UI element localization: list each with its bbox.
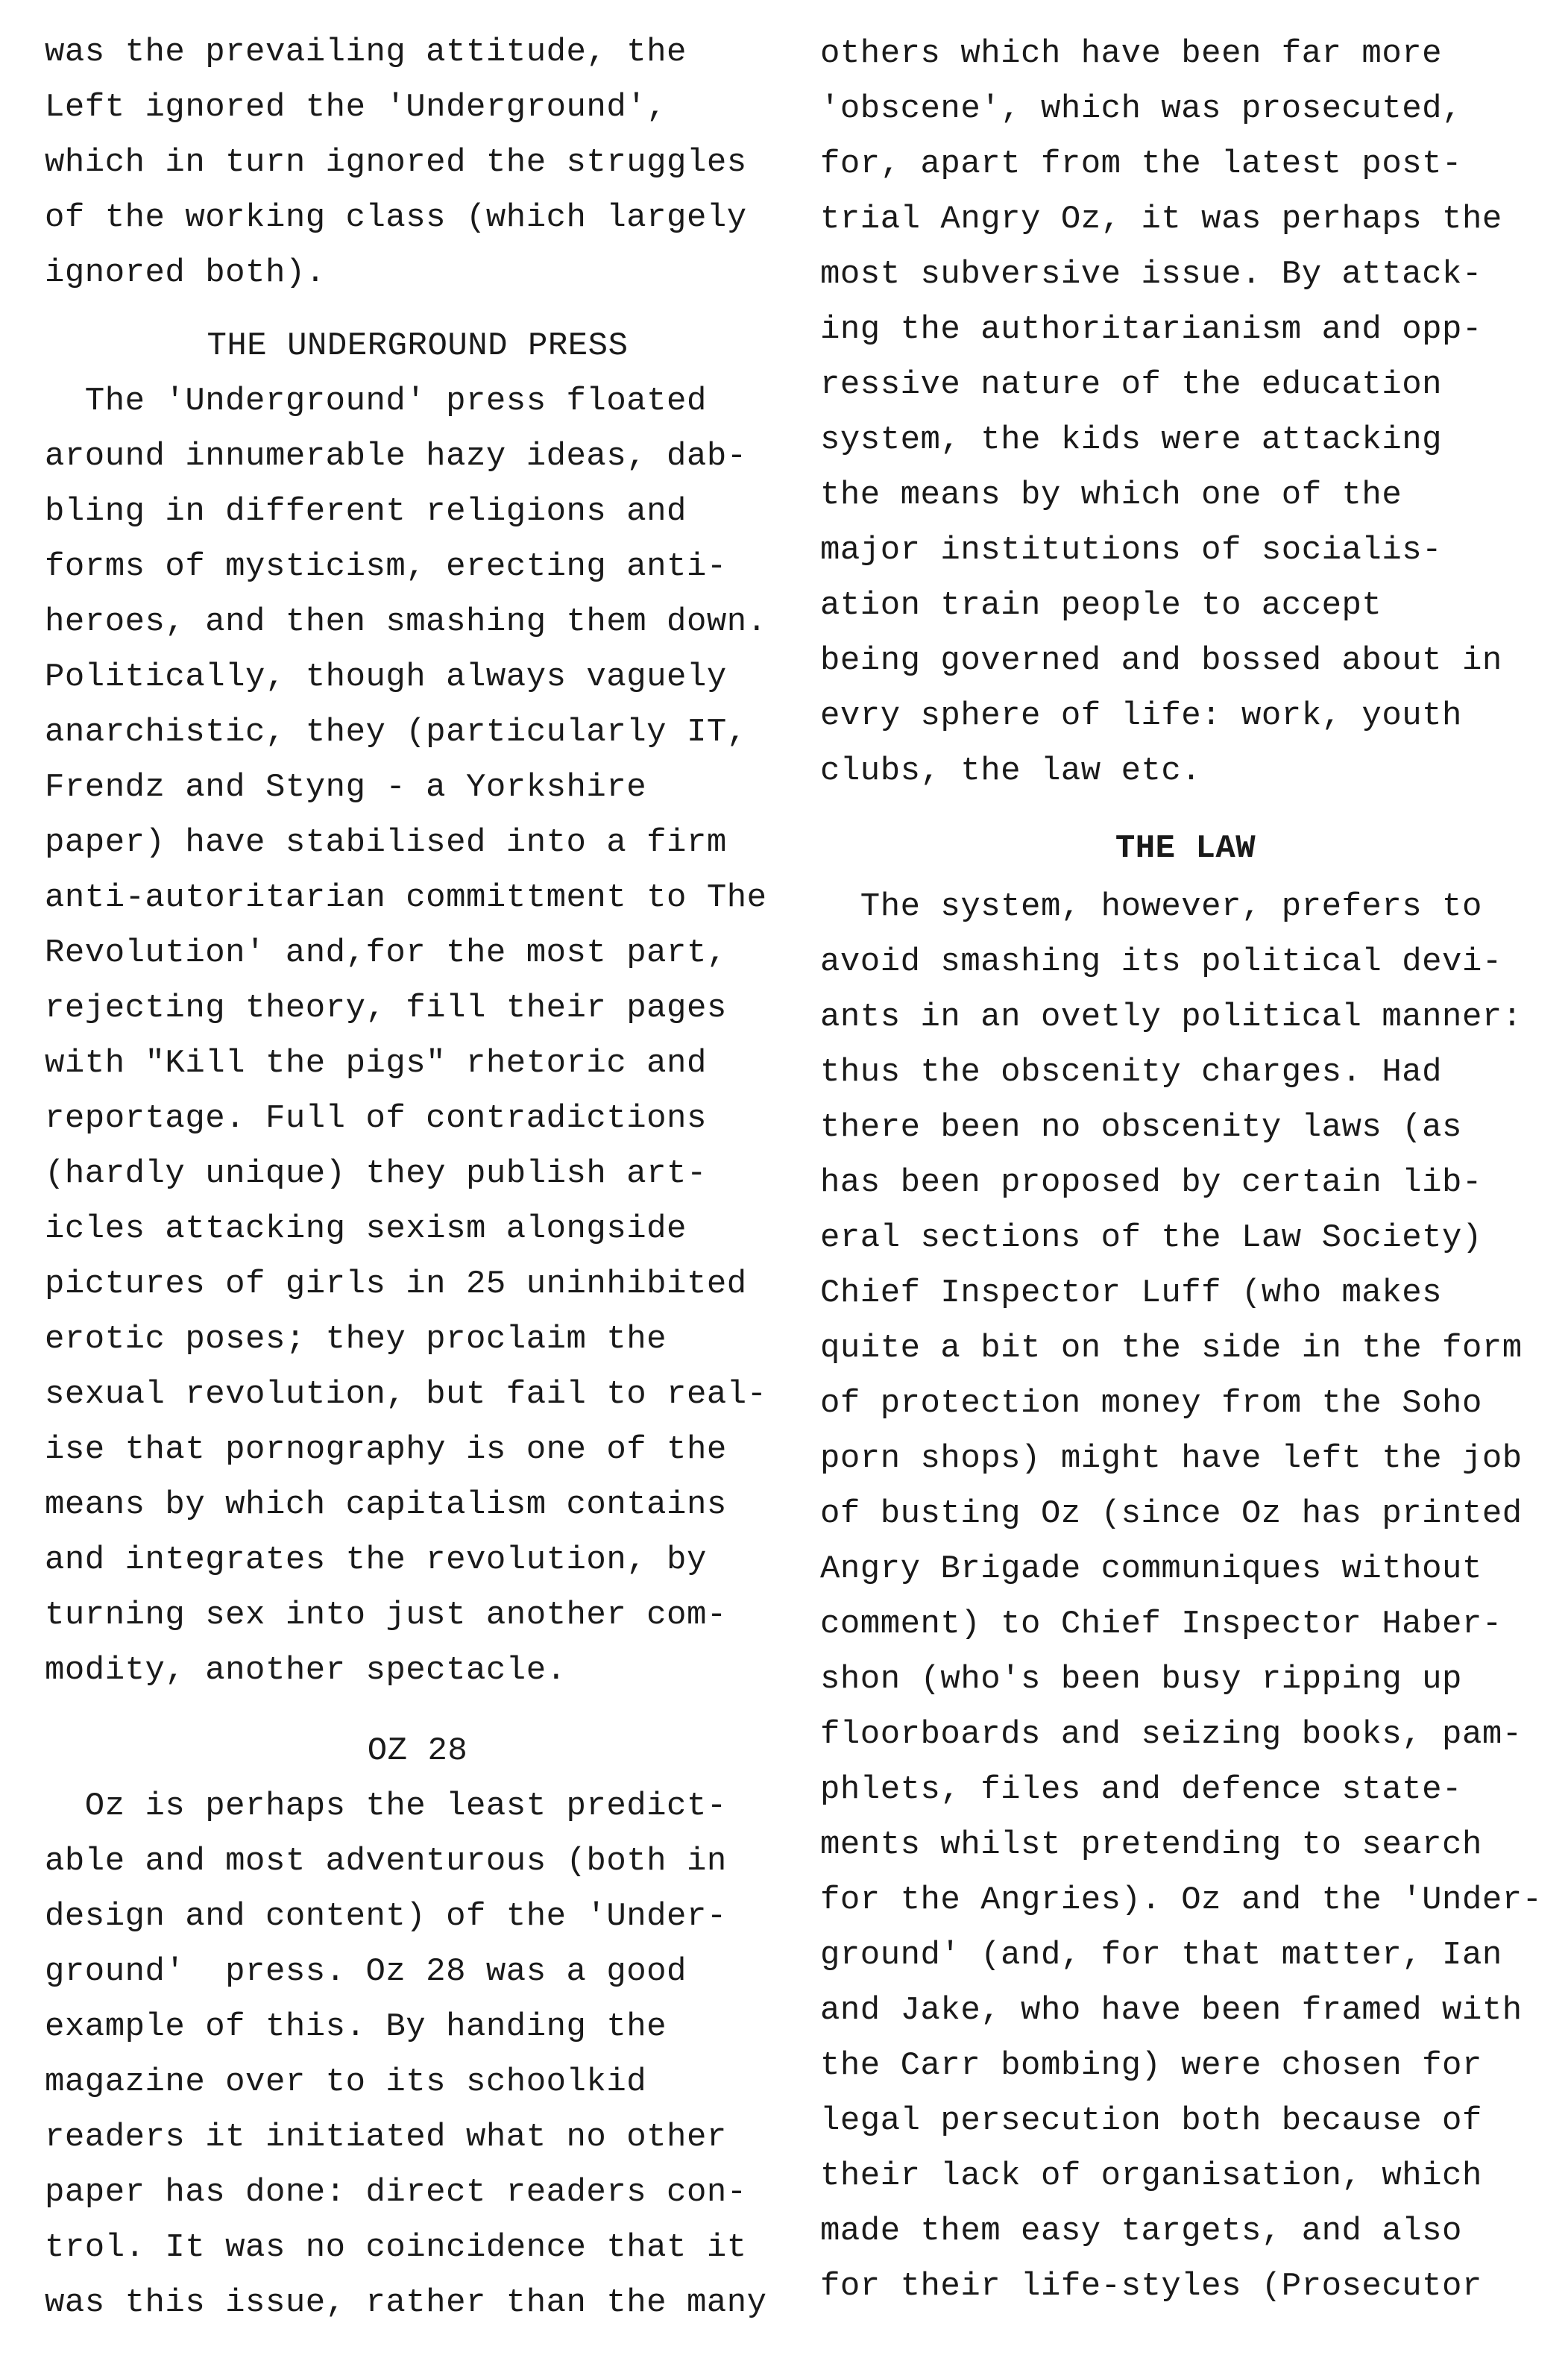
text-line: example of this. By handing the bbox=[45, 2008, 667, 2046]
text-line: of protection money from the Soho bbox=[820, 1385, 1482, 1422]
text-line: Angry Brigade communiques without bbox=[820, 1550, 1482, 1588]
text-line: most subversive issue. By attack- bbox=[820, 256, 1482, 293]
text-line: being governed and bossed about in bbox=[820, 642, 1502, 679]
text-line: ground' press. Oz 28 was a good bbox=[45, 1953, 687, 1990]
text-line: reportage. Full of contradictions bbox=[45, 1100, 707, 1137]
text-line: pictures of girls in 25 uninhibited bbox=[45, 1265, 747, 1303]
text-line: Politically, though always vaguely bbox=[45, 658, 727, 696]
text-line: anarchistic, they (particularly IT, bbox=[45, 714, 747, 751]
text-line: system, the kids were attacking bbox=[820, 421, 1443, 459]
text-line: shon (who's been busy ripping up bbox=[820, 1661, 1462, 1698]
text-line: bling in different religions and bbox=[45, 493, 687, 530]
text-line: for, apart from the latest post- bbox=[820, 145, 1462, 183]
text-line: forms of mysticism, erecting anti- bbox=[45, 548, 727, 585]
text-line: ation train people to accept bbox=[820, 587, 1382, 624]
text-line: for their life-styles (Prosecutor bbox=[820, 2268, 1482, 2305]
text-line: anti-autoritarian committment to The bbox=[45, 879, 767, 916]
text-line: (hardly unique) they publish art- bbox=[45, 1155, 707, 1192]
text-line: magazine over to its schoolkid bbox=[45, 2063, 647, 2101]
text-line: Left ignored the 'Underground', bbox=[45, 89, 667, 126]
text-line: their lack of organisation, which bbox=[820, 2157, 1482, 2195]
right-column bbox=[820, 0, 1551, 2355]
text-line: phlets, files and defence state- bbox=[820, 1771, 1462, 1808]
text-line: paper) have stabilised into a firm bbox=[45, 824, 727, 861]
text-line: trial Angry Oz, it was perhaps the bbox=[820, 201, 1502, 238]
text-line: of the working class (which largely bbox=[45, 199, 747, 236]
text-line: has been proposed by certain lib- bbox=[820, 1164, 1482, 1201]
text-line: ignored both). bbox=[45, 254, 326, 292]
text-line: design and content) of the 'Under- bbox=[45, 1898, 727, 1935]
text-line: evry sphere of life: work, youth bbox=[820, 697, 1462, 735]
section-heading-oz-28: OZ 28 bbox=[367, 1732, 468, 1770]
text-line: around innumerable hazy ideas, dab- bbox=[45, 438, 747, 475]
text-line: others which have been far more bbox=[820, 35, 1443, 72]
text-line: icles attacking sexism alongside bbox=[45, 1210, 687, 1248]
text-line: eral sections of the Law Society) bbox=[820, 1219, 1482, 1257]
text-line: major institutions of socialis- bbox=[820, 532, 1443, 569]
text-line: modity, another spectacle. bbox=[45, 1652, 567, 1689]
text-line: ing the authoritarianism and opp- bbox=[820, 311, 1482, 348]
text-line: Chief Inspector Luff (who makes bbox=[820, 1274, 1443, 1312]
text-line: clubs, the law etc. bbox=[820, 752, 1202, 790]
text-line: ments whilst pretending to search bbox=[820, 1826, 1482, 1864]
text-line: Revolution' and,for the most part, bbox=[45, 934, 727, 972]
text-line: made them easy targets, and also bbox=[820, 2213, 1462, 2250]
text-line: rejecting theory, fill their pages bbox=[45, 990, 727, 1027]
text-line: there been no obscenity laws (as bbox=[820, 1109, 1462, 1146]
text-line: The 'Underground' press floated bbox=[45, 383, 707, 420]
text-line: means by which capitalism contains bbox=[45, 1486, 727, 1524]
text-line: ants in an ovetly political manner: bbox=[820, 999, 1523, 1036]
text-line: trol. It was no coincidence that it bbox=[45, 2229, 747, 2266]
text-line: 'obscene', which was prosecuted, bbox=[820, 90, 1462, 128]
text-line: was the prevailing attitude, the bbox=[45, 34, 687, 71]
text-line: and Jake, who have been framed with bbox=[820, 1992, 1523, 2029]
text-line: of busting Oz (since Oz has printed bbox=[820, 1495, 1523, 1532]
section-heading-the-law: THE LAW bbox=[1115, 830, 1256, 867]
text-line: paper has done: direct readers con- bbox=[45, 2174, 747, 2211]
text-line: was this issue, rather than the many bbox=[45, 2284, 767, 2321]
text-line: ise that pornography is one of the bbox=[45, 1431, 727, 1468]
text-line: Frendz and Styng - a Yorkshire bbox=[45, 769, 647, 806]
left-column bbox=[45, 0, 790, 2355]
text-line: sexual revolution, but fail to real- bbox=[45, 1376, 767, 1413]
text-line: heroes, and then smashing them down. bbox=[45, 603, 767, 641]
text-line: The system, however, prefers to bbox=[820, 888, 1482, 925]
text-line: for the Angries). Oz and the 'Under- bbox=[820, 1881, 1543, 1919]
text-line: turning sex into just another com- bbox=[45, 1597, 727, 1634]
text-line: thus the obscenity charges. Had bbox=[820, 1054, 1443, 1091]
text-line: the Carr bombing) were chosen for bbox=[820, 2047, 1482, 2084]
text-line: quite a bit on the side in the form bbox=[820, 1330, 1523, 1367]
text-line: with "Kill the pigs" rhetoric and bbox=[45, 1045, 707, 1082]
text-line: which in turn ignored the struggles bbox=[45, 144, 747, 181]
text-line: ressive nature of the education bbox=[820, 366, 1443, 403]
text-line: and integrates the revolution, by bbox=[45, 1541, 707, 1579]
text-line: the means by which one of the bbox=[820, 477, 1402, 514]
text-line: avoid smashing its political devi- bbox=[820, 943, 1502, 981]
text-line: ground' (and, for that matter, Ian bbox=[820, 1937, 1502, 1974]
text-line: able and most adventurous (both in bbox=[45, 1843, 727, 1880]
text-line: floorboards and seizing books, pam- bbox=[820, 1716, 1523, 1753]
text-line: porn shops) might have left the job bbox=[820, 1440, 1523, 1477]
text-line: readers it initiated what no other bbox=[45, 2119, 727, 2156]
text-line: legal persecution both because of bbox=[820, 2102, 1482, 2139]
text-line: erotic poses; they proclaim the bbox=[45, 1321, 667, 1358]
section-heading-underground-press: THE UNDERGROUND PRESS bbox=[207, 327, 629, 365]
text-line: Oz is perhaps the least predict- bbox=[45, 1788, 727, 1825]
text-line: comment) to Chief Inspector Haber- bbox=[820, 1606, 1502, 1643]
